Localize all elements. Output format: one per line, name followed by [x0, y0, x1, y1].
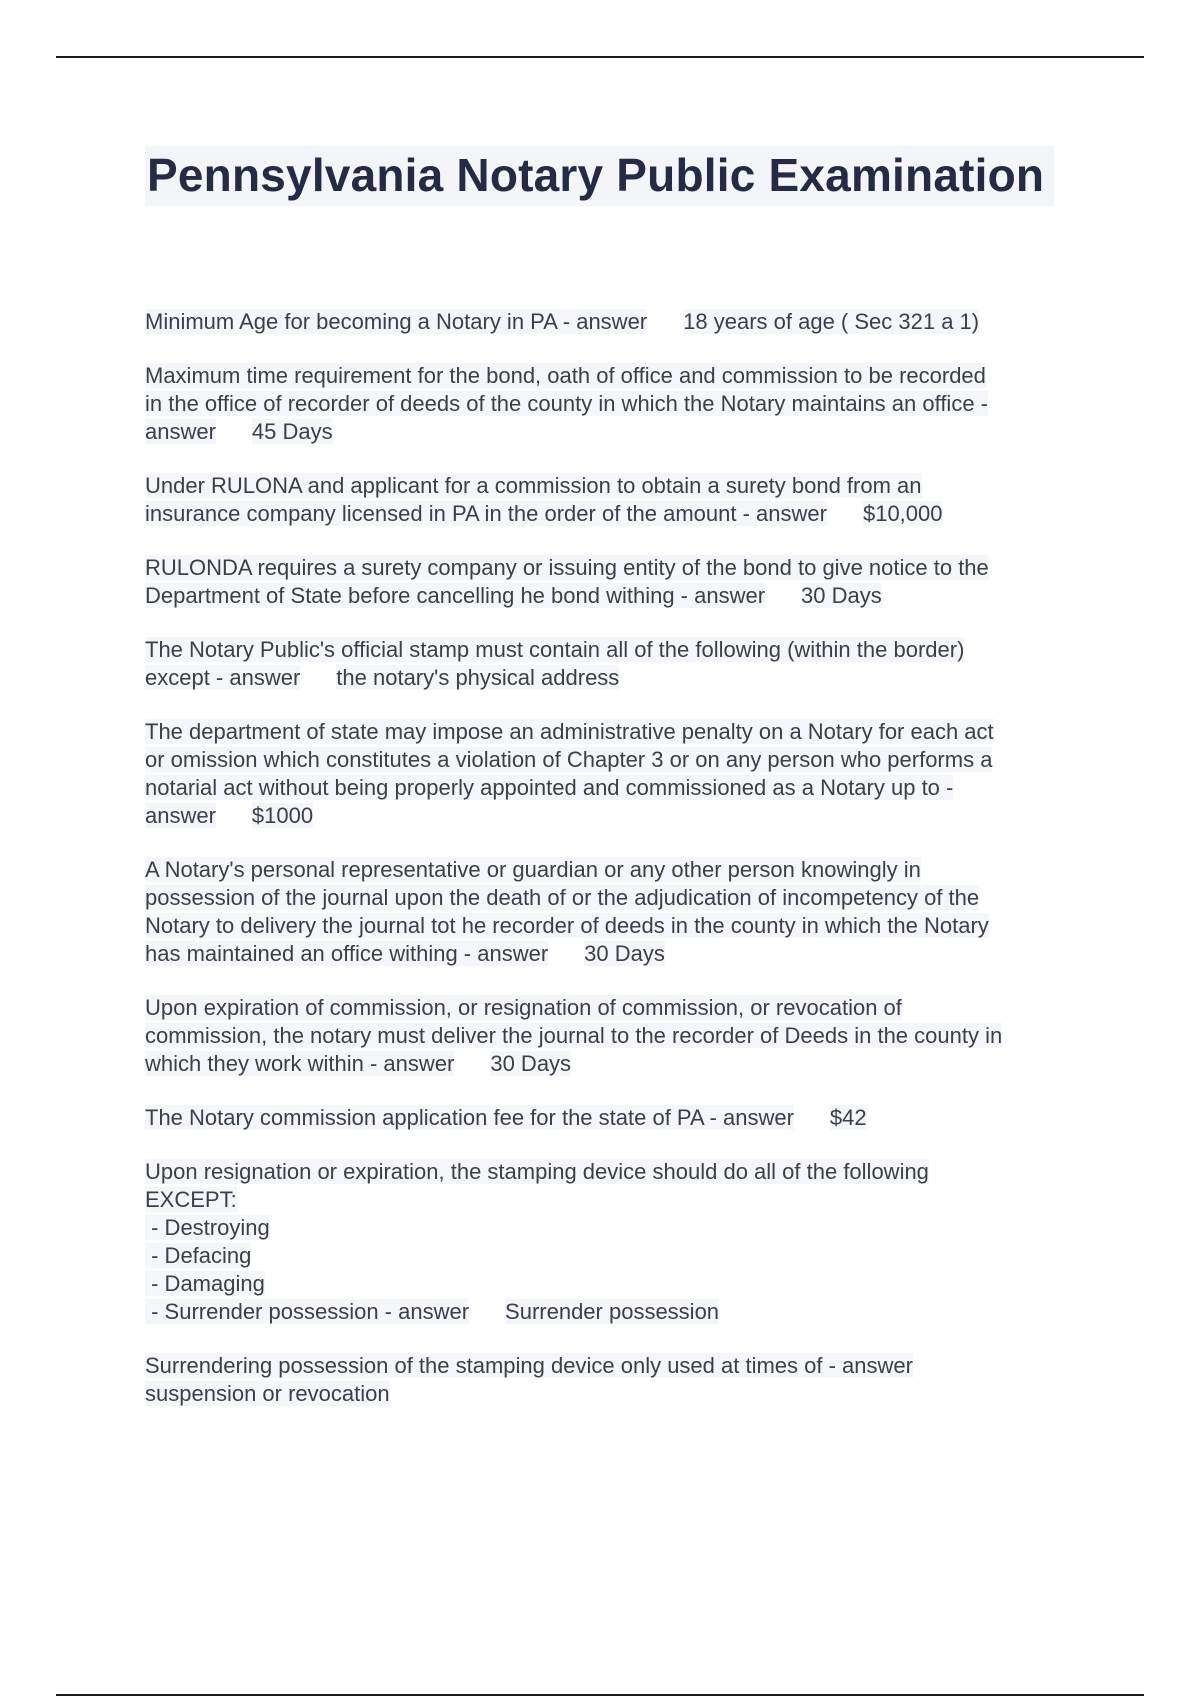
- question-line: Under RULONA and applicant for a commission to obtain a surety bond from an: [145, 473, 922, 498]
- qa-item-9: [145, 1104, 1095, 1132]
- top-rule: [56, 56, 1144, 58]
- question-line: commission, the notary must deliver the journal to the recorder of Deeds in the county in: [145, 1023, 1003, 1048]
- question-line: notarial act without being properly appointed and commissioned as a Notary up to -: [145, 775, 954, 800]
- list-option: - Damaging: [145, 1271, 265, 1296]
- question-line: which they work within - answer 30 Days: [145, 1051, 572, 1076]
- question-line: Upon expiration of commission, or resignation of commission, or revocation of: [145, 995, 902, 1020]
- answer-text: 30 Days: [801, 583, 882, 608]
- question-line: or omission which constitutes a violation of Chapter 3 or on any person who performs a: [145, 747, 993, 772]
- answer-text: 18 years of age ( Sec 321 a 1): [683, 309, 980, 334]
- question-line: Maximum time requirement for the bond, oath of office and commission to be recorded: [145, 363, 986, 388]
- page-title: Pennsylvania Notary Public Examination: [145, 146, 1054, 206]
- answer-text: $42: [829, 1105, 867, 1130]
- qa-item-5: [145, 636, 1095, 692]
- bottom-rule: [56, 1694, 1144, 1696]
- qa-item-7: [145, 856, 1095, 968]
- qa-item-4: [145, 554, 1095, 610]
- list-option: - Surrender possession - answer Surrender possession: [145, 1299, 720, 1324]
- question-line: Surrendering possession of the stamping device only used at times of - answer: [145, 1353, 913, 1378]
- qa-list: [145, 308, 1095, 1434]
- answer-text: Surrender possession: [505, 1299, 720, 1324]
- question-line: insurance company licensed in PA in the order of the amount - answer $10,000: [145, 501, 943, 526]
- qa-item-10: [145, 1158, 1095, 1326]
- question-line: has maintained an office withing - answer 30 Days: [145, 941, 665, 966]
- answer-text: 30 Days: [584, 941, 665, 966]
- qa-item-11: [145, 1352, 1095, 1408]
- question-line: A Notary's personal representative or guardian or any other person knowingly in: [145, 857, 921, 882]
- question-line: answer $1000: [145, 803, 314, 828]
- question-line: Notary to delivery the journal tot he recorder of deeds in the county in which the Notary: [145, 913, 989, 938]
- question-line: possession of the journal upon the death of or the adjudication of incompetency of the: [145, 885, 980, 910]
- question-line: The Notary commission application fee for the state of PA - answer $42: [145, 1105, 867, 1130]
- question-line: The Notary Public's official stamp must contain all of the following (within the border): [145, 637, 965, 662]
- answer-text: the notary's physical address: [336, 665, 620, 690]
- question-line: Upon resignation or expiration, the stamping device should do all of the following: [145, 1159, 929, 1184]
- qa-item-2: [145, 362, 1095, 446]
- answer-text: 30 Days: [490, 1051, 572, 1076]
- answer-text: $10,000: [862, 501, 943, 526]
- question-line: Department of State before cancelling he bond withing - answer 30 Days: [145, 583, 882, 608]
- question-line: answer 45 Days: [145, 419, 333, 444]
- answer-text: $1000: [251, 803, 314, 828]
- question-line: EXCEPT:: [145, 1187, 237, 1212]
- list-option: - Defacing: [145, 1243, 252, 1268]
- answer-text: suspension or revocation: [145, 1381, 390, 1406]
- qa-item-6: [145, 718, 1095, 830]
- qa-item-3: [145, 472, 1095, 528]
- qa-item-8: [145, 994, 1095, 1078]
- question-line: The department of state may impose an administrative penalty on a Notary for each act: [145, 719, 994, 744]
- question-line: Minimum Age for becoming a Notary in PA - answer 18 years of age ( Sec 321 a 1): [145, 309, 980, 334]
- question-line: except - answer the notary's physical address: [145, 665, 620, 690]
- question-line: RULONDA requires a surety company or issuing entity of the bond to give notice to the: [145, 555, 989, 580]
- question-line: in the office of recorder of deeds of the county in which the Notary maintains an office -: [145, 391, 988, 416]
- answer-text: 45 Days: [251, 419, 333, 444]
- list-option: - Destroying: [145, 1215, 270, 1240]
- qa-item-1: [145, 308, 1095, 336]
